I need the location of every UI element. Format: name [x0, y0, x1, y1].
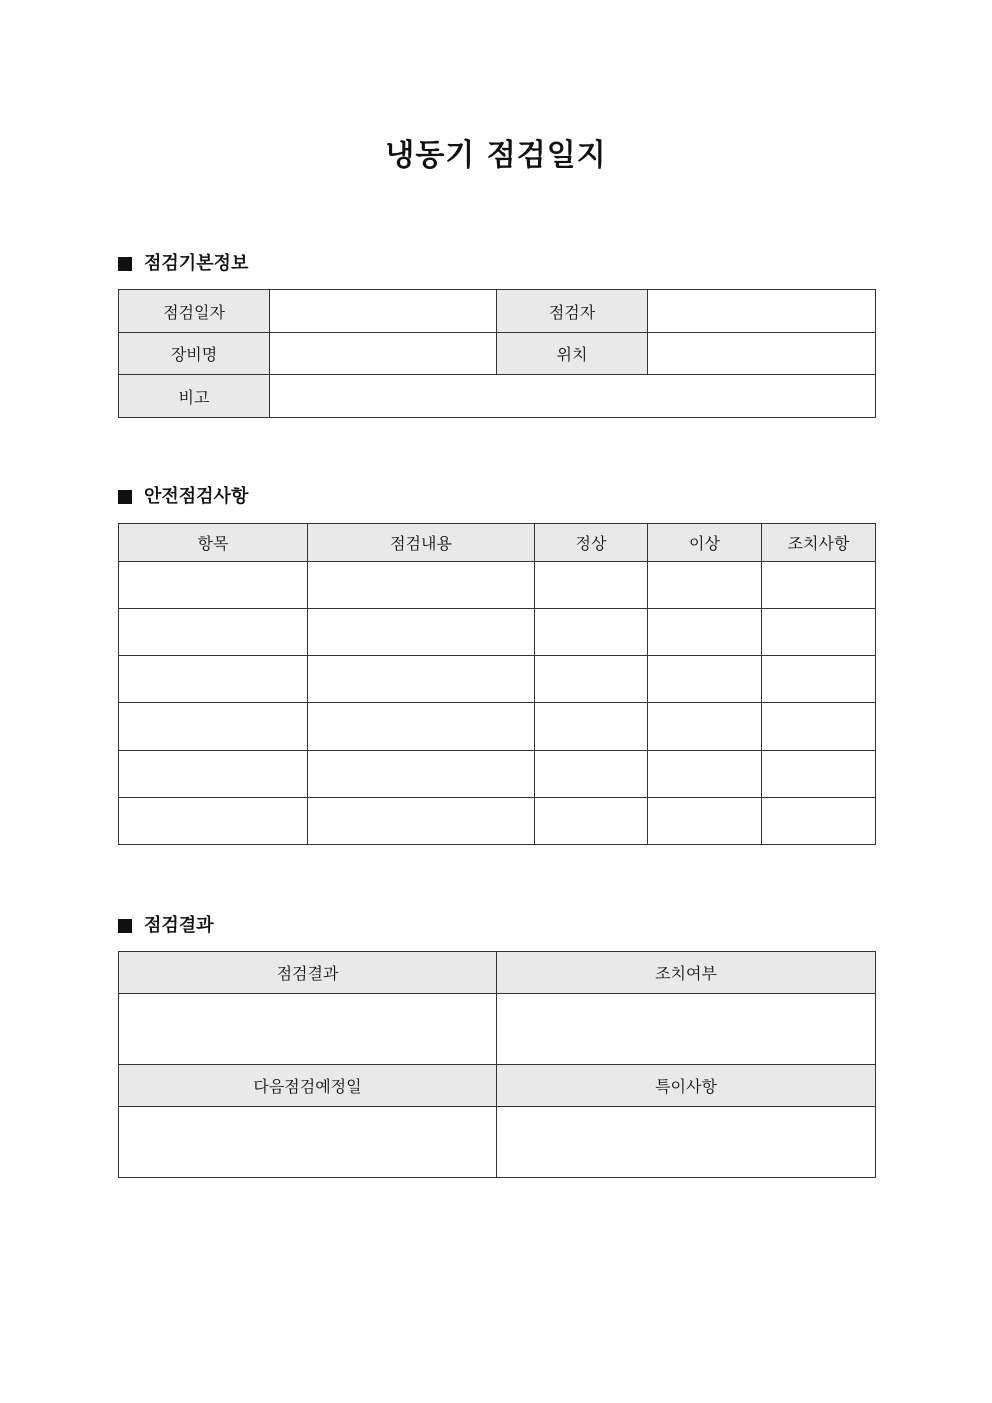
next-inspection-date-label: 다음점검예정일: [119, 1065, 497, 1107]
item-cell[interactable]: [119, 609, 308, 656]
basic-info-table: [118, 289, 876, 418]
abnormal-cell[interactable]: [648, 609, 762, 656]
normal-cell[interactable]: [535, 656, 648, 703]
item-cell[interactable]: [119, 656, 308, 703]
content-cell[interactable]: [308, 562, 535, 609]
action-cell[interactable]: [762, 656, 876, 703]
normal-cell[interactable]: [535, 562, 648, 609]
remarks-label: 비고: [119, 375, 270, 418]
equipment-name-field[interactable]: [270, 333, 497, 375]
abnormal-cell[interactable]: [648, 562, 762, 609]
column-header-inspection-content: 점검내용: [308, 524, 535, 562]
content-cell[interactable]: [308, 656, 535, 703]
inspection-result-field[interactable]: [119, 994, 497, 1065]
abnormal-cell[interactable]: [648, 798, 762, 845]
action-status-field[interactable]: [497, 994, 876, 1065]
action-status-label: 조치여부: [497, 952, 876, 994]
square-bullet-icon: [118, 490, 132, 504]
action-cell[interactable]: [762, 798, 876, 845]
inspector-field[interactable]: [648, 290, 876, 333]
section-heading-result: [118, 913, 214, 939]
normal-cell[interactable]: [535, 798, 648, 845]
safety-check-table: [118, 523, 876, 845]
action-cell[interactable]: [762, 703, 876, 751]
page-title: 냉동기 점검일지: [385, 138, 607, 173]
special-notes-label: 특이사항: [497, 1065, 876, 1107]
content-cell[interactable]: [308, 751, 535, 798]
abnormal-cell[interactable]: [648, 703, 762, 751]
table-row: [119, 703, 876, 751]
action-cell[interactable]: [762, 562, 876, 609]
abnormal-cell[interactable]: [648, 656, 762, 703]
column-header-item: 항목: [119, 524, 308, 562]
section-heading-label: 안전점검사항: [144, 486, 249, 507]
normal-cell[interactable]: [535, 703, 648, 751]
normal-cell[interactable]: [535, 609, 648, 656]
special-notes-field[interactable]: [497, 1107, 876, 1178]
item-cell[interactable]: [119, 562, 308, 609]
location-field[interactable]: [648, 333, 876, 375]
action-cell[interactable]: [762, 609, 876, 656]
content-cell[interactable]: [308, 609, 535, 656]
table-row: [119, 562, 876, 609]
square-bullet-icon: [118, 919, 132, 933]
inspector-label: 점검자: [497, 290, 648, 333]
inspection-result-label: 점검결과: [119, 952, 497, 994]
column-header-normal: 정상: [535, 524, 648, 562]
content-cell[interactable]: [308, 798, 535, 845]
table-row: [119, 798, 876, 845]
next-inspection-date-field[interactable]: [119, 1107, 497, 1178]
inspection-date-field[interactable]: [270, 290, 497, 333]
remarks-field[interactable]: [270, 375, 876, 418]
abnormal-cell[interactable]: [648, 751, 762, 798]
action-cell[interactable]: [762, 751, 876, 798]
section-heading-label: 점검결과: [144, 915, 214, 936]
section-heading-basic-info: [118, 251, 248, 277]
square-bullet-icon: [118, 257, 132, 271]
normal-cell[interactable]: [535, 751, 648, 798]
content-cell[interactable]: [308, 703, 535, 751]
column-header-action: 조치사항: [762, 524, 876, 562]
column-header-abnormal: 이상: [648, 524, 762, 562]
table-row: [119, 751, 876, 798]
location-label: 위치: [497, 333, 648, 375]
table-row: [119, 656, 876, 703]
inspection-date-label: 점검일자: [119, 290, 270, 333]
result-table: [118, 951, 876, 1178]
item-cell[interactable]: [119, 703, 308, 751]
item-cell[interactable]: [119, 751, 308, 798]
table-row: [119, 609, 876, 656]
section-heading-safety-check: [118, 484, 248, 510]
equipment-name-label: 장비명: [119, 333, 270, 375]
item-cell[interactable]: [119, 798, 308, 845]
section-heading-label: 점검기본정보: [144, 253, 249, 274]
